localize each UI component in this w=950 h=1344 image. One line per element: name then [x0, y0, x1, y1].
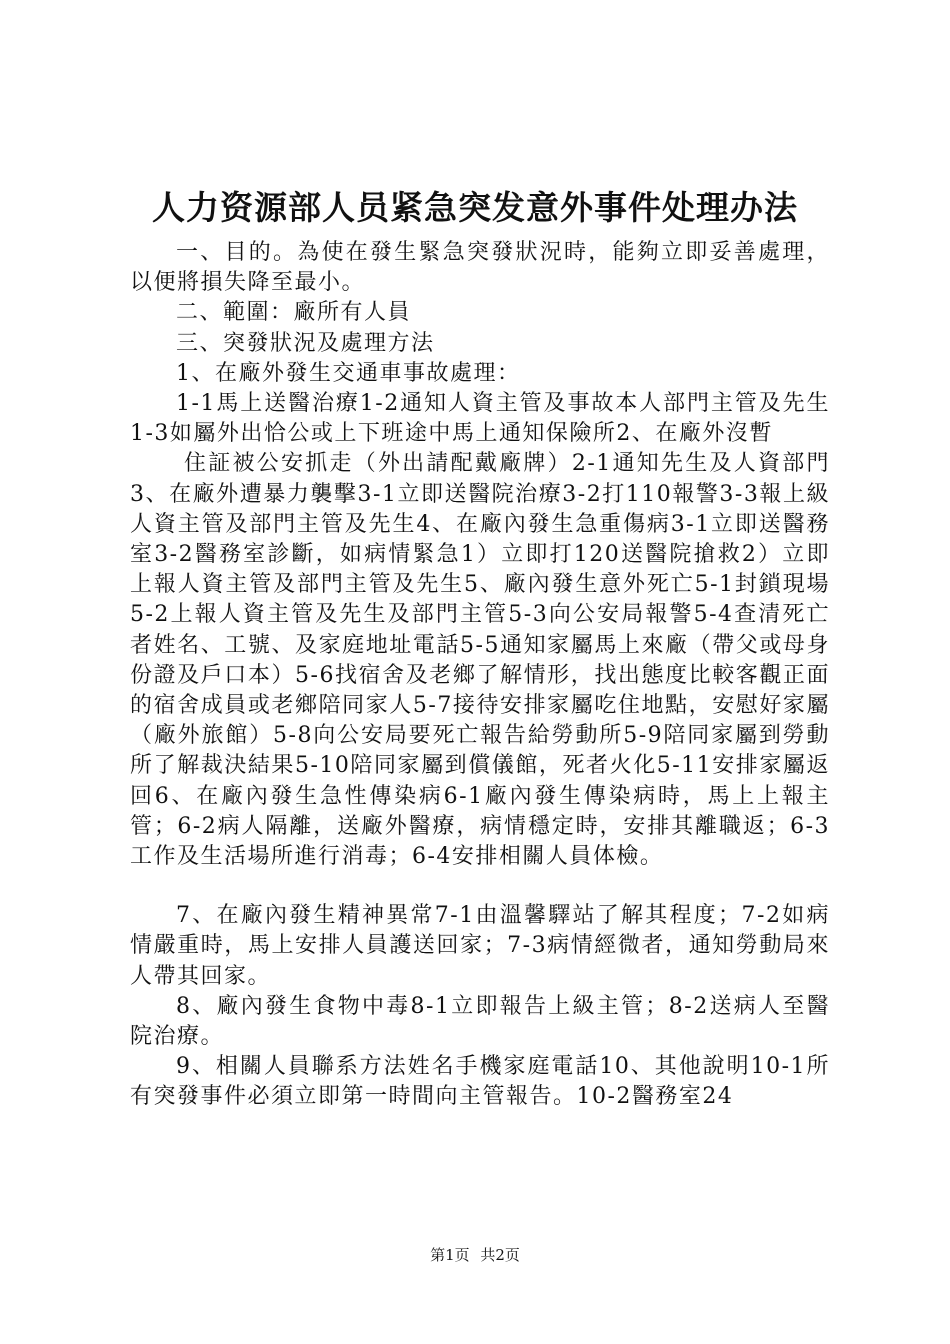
paragraph-traffic-accident-steps: 1-1馬上送醫治療1-2通知人資主管及事故本人部門主管及先生1-3如屬外出恰公或上下班途中馬上通知保險所2、在廠外沒暫 [130, 391, 830, 447]
paragraph-scope: 二、範圍：廠所有人員 [176, 300, 412, 326]
page-number-current: 第1页 [430, 1246, 470, 1264]
paragraph-traffic-accident-heading: 1、在廠外發生交通車事故處理： [176, 360, 521, 386]
paragraph-gap [130, 872, 830, 901]
paragraph-incident-procedures: 住証被公安抓走（外出請配戴廠牌）2-1通知先生及人資部門3、在廠外遭暴力襲擊3-1立即送醫院治療3-2打110報警3-3報上級人資主管及部門主管及先生4、在廠內發生急重傷病3-1立即送醫務室3-2醫務室診斷，如病情緊急1）立即打120送醫院搶救2）立即上報人資主管及部門主管及先生5、廠內發生意外死亡5-1封鎖現場5-2上報人資主管及先生及部門主管5-3向公安局報警5-4查清死亡者姓名、工號、及家庭地址電話5-5通知家屬馬上來廠（帶父或母身份證及戶口本）5-6找宿舍及老鄉了解情形，找出態度比較客觀正面的宿舍成員或老鄉陪同家人5-7接待安排家屬吃住地點，安慰好家屬（廠外旅館）5-8向公安局要死亡報告給勞動所5-9陪同家屬到勞動所了解裁決結果5-10陪同家屬到償儀館，死者火化5-11安排家屬返回6、在廠內發生急性傳染病6-1廠內發生傳染病時，馬上上報主管；6-2病人隔離，送廠外醫療，病情穩定時，安排其離職返；6-3工作及生活場所進行消毒；6-4安排相關人員体檢。 [130, 451, 830, 870]
paragraph-food-poisoning: 8、廠內發生食物中毒8-1立即報告上級主管；8-2送病人至醫院治療。 [130, 993, 830, 1050]
paragraph-methods-heading: 三、突發狀況及處理方法 [176, 330, 435, 356]
paragraph-mental-illness: 7、在廠內發生精神異常7-1由溫馨驛站了解其程度；7-2如病情嚴重時，馬上安排人員護送回家；7-3病情經微者，通知勞動局來人帶其回家。 [130, 903, 830, 989]
paragraph-purpose: 一、目的。為使在發生緊急突發狀況時，能夠立即妥善處理，以便將損失降至最小。 [130, 240, 830, 296]
page-footer [0, 1245, 950, 1265]
document-title: 人力资源部人员紧急突发意外事件处理办法 [152, 188, 798, 227]
paragraph-contacts-notes: 9、相關人員聯系方法姓名手機家庭電話10、其他說明10-1所有突發事件必須立即第一時間向主管報告。10-2醫務室24 [130, 1054, 830, 1110]
document-body [130, 238, 830, 1113]
page-number-total: 共2页 [480, 1246, 520, 1264]
